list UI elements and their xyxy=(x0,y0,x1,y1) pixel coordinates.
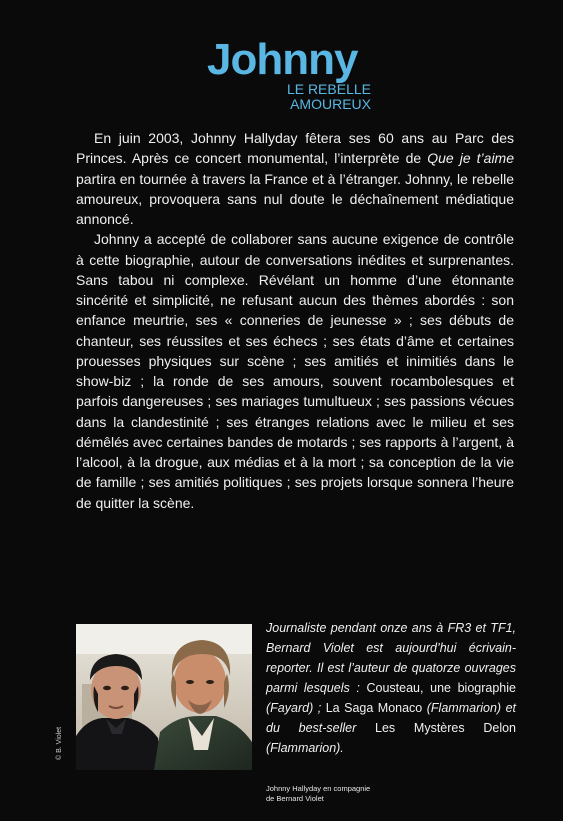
book-subtitle-line1: LE REBELLE xyxy=(286,81,371,97)
author-bio: Journaliste pendant onze ans à FR3 et TF1, Bernard Violet est aujourd’hui écrivain-reporter. Il est l’auteur de quatorze ouvrages parmi lesquels : Cousteau, une biographie (Fayard) ; La Saga Monaco (Flammarion) et du best-seller Les Mystères Delon (Flammarion). xyxy=(266,621,517,755)
book-title-mysteres-delon: Les Mystères Delon xyxy=(375,721,517,735)
book-title-saga-monaco: La Saga Monaco xyxy=(325,701,423,715)
title-block xyxy=(0,35,563,118)
author-photo xyxy=(76,624,252,770)
photo-credit: © B. Violet xyxy=(56,726,63,760)
book-title-cousteau: Cousteau, une biographie xyxy=(366,681,516,695)
song-title: Que je t’aime xyxy=(427,150,514,167)
photo-caption: Johnny Hallyday en compagnie de Bernard Violet xyxy=(266,784,371,803)
blurb-paragraph-2: Johnny a accepté de collaborer sans aucune exigence de contrôle à cette biographie, autour de conversations inédites et surprenantes. Sans tabou ni complexe. Révélant un homme d’une étonnante sincérité et simplicité, ne refusant aucun des thèmes abordés : son enfance meurtrie, ses « conneries de jeunesse » ; ses débuts de chanteur, ses réussites et ses échecs ; ses états d’âme et certaines prouesses physiques sur scène ; ses amitiés et inimitiés dans le show-biz ; la ronde de ses amours, souvent rocambolesques et parfois dangereuses ; ses mariages tumultueux ; ses passions vécues dans la clandestinité ; ses étranges relations avec le milieu et ses démêlés avec certaines bandes de motards ; ses rapports à l’argent, à l’alcool, à la drogue, aux médias et à la mort ; sa conception de la vie de famille ; ses amitiés politiques ; ses projets lorsque sonnera l’heure de quitter la scène. xyxy=(76,231,514,511)
blurb-paragraph-1: En juin 2003, Johnny Hallyday fêtera ses 60 ans au Parc des Princes. Après ce concert monumental, l’interprète de Que je t’aime partira en tournée à travers la France et à l’étranger. Johnny, le rebelle amoureux, provoquera sans nul doute le déchaînement médiatique annoncé. xyxy=(76,130,514,227)
book-title: Johnny xyxy=(207,35,358,84)
book-subtitle-line2: AMOUREUX xyxy=(290,96,371,112)
author-photo-illustration xyxy=(76,624,252,770)
blurb-text xyxy=(76,128,514,513)
